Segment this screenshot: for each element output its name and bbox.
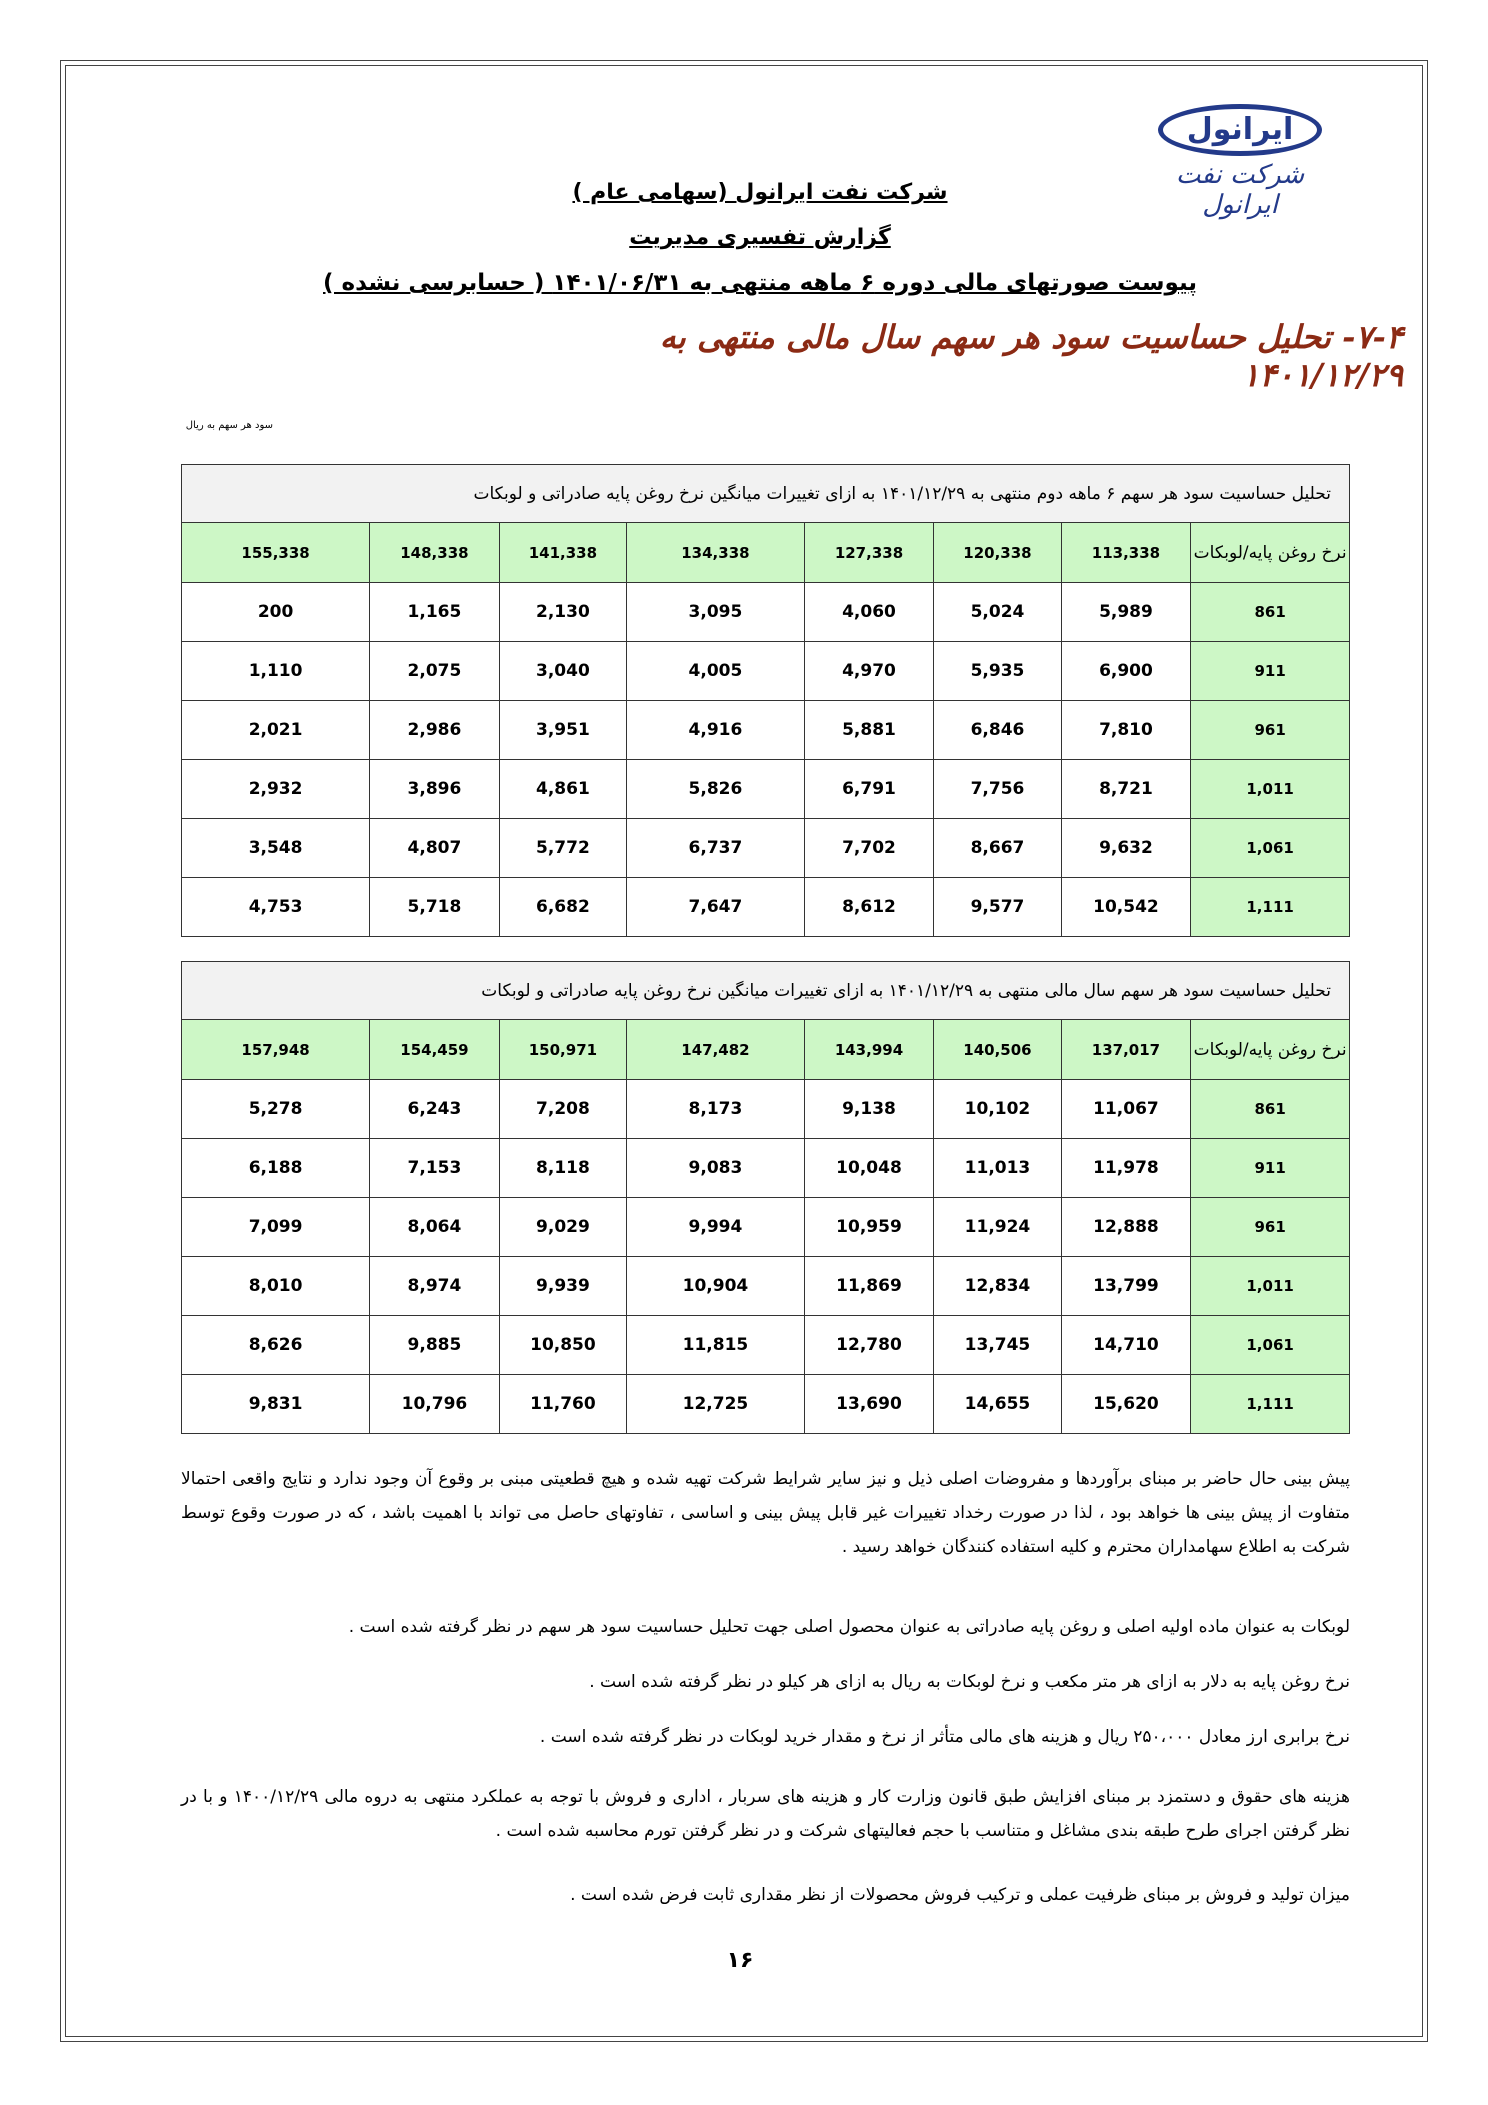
row-header: 1,111	[1191, 878, 1350, 937]
table-cell: 8,064	[370, 1198, 500, 1257]
table-cell: 9,138	[804, 1080, 934, 1139]
table-cell: 11,924	[934, 1198, 1061, 1257]
row-header: 1,011	[1191, 1257, 1350, 1316]
table-cell: 8,010	[182, 1257, 370, 1316]
table-row	[182, 760, 1350, 819]
table-cell: 6,243	[370, 1080, 500, 1139]
table-cell: 7,702	[804, 819, 934, 878]
column-header: 141,338	[499, 523, 626, 583]
table-cell: 5,989	[1061, 583, 1191, 642]
table-cell: 10,796	[370, 1375, 500, 1434]
table-cell: 12,780	[804, 1316, 934, 1375]
assumption-paragraph-3: نرخ روغن پایه به دلار به ازای هر متر مکعب و نرخ لوبکات به ریال به ازای هر کیلو در نظر گرفته شده است .	[589, 1672, 1350, 1692]
table-cell: 9,831	[182, 1375, 370, 1434]
table-cell: 7,099	[182, 1198, 370, 1257]
row-header: 861	[1191, 583, 1350, 642]
logo-subtitle: شرکت نفت ایرانول	[1175, 160, 1305, 220]
table2-body	[182, 962, 1350, 1434]
table-corner-label: نرخ روغن پایه/لوبکات	[1191, 1020, 1350, 1080]
table-cell: 11,869	[804, 1257, 934, 1316]
table-cell: 8,626	[182, 1316, 370, 1375]
table-cell: 15,620	[1061, 1375, 1191, 1434]
table-cell: 5,826	[627, 760, 805, 819]
section-title: ۷-۴- تحلیل حساسیت سود هر سهم سال مالی منتهی به ۱۴۰۱/۱۲/۲۹	[659, 318, 1403, 394]
table-cell: 8,721	[1061, 760, 1191, 819]
table-header-row	[182, 523, 1350, 583]
table-cell: 8,612	[804, 878, 934, 937]
table-cell: 4,916	[627, 701, 805, 760]
table-cell: 12,834	[934, 1257, 1061, 1316]
table-cell: 4,970	[804, 642, 934, 701]
column-header: 127,338	[804, 523, 934, 583]
table-row	[182, 1139, 1350, 1198]
table-cell: 9,939	[499, 1257, 626, 1316]
table-cell: 11,815	[627, 1316, 805, 1375]
table-cell: 6,791	[804, 760, 934, 819]
table-cell: 5,278	[182, 1080, 370, 1139]
row-header: 961	[1191, 701, 1350, 760]
table-row	[182, 642, 1350, 701]
table-cell: 5,718	[370, 878, 500, 937]
column-header: 134,338	[627, 523, 805, 583]
table-cell: 5,881	[804, 701, 934, 760]
column-header: 113,338	[1061, 523, 1191, 583]
row-header: 911	[1191, 642, 1350, 701]
column-header: 143,994	[804, 1020, 934, 1080]
sensitivity-table-h2	[181, 464, 1350, 937]
table-cell: 10,048	[804, 1139, 934, 1198]
assumption-paragraph-1: پیش بینی حال حاضر بر مبنای برآوردها و مفروضات اصلی ذیل و نیز سایر شرایط شرکت تهیه شده و هیچ قطعیتی مبنی بر وقوع آن وجود ندارد و نتایج واقعی احتمالا متفاوت از پیش بینی ها خواهد بود ، لذا در صورت رخداد تغییرات غیر قابل پیش بینی و اساسی ، تفاوتهای حاصل می تواند با اهمیت باشد ، که در صورت وقوع توسط شرکت به اطلاع سهامداران محترم و کلیه استفاده کنندگان خواهد رسید .	[181, 1469, 1350, 1557]
logo-mark: ایرانول	[1186, 112, 1294, 147]
table-cell: 13,799	[1061, 1257, 1191, 1316]
table-cell: 6,188	[182, 1139, 370, 1198]
report-title: گزارش تفسیری مدیریت	[629, 225, 891, 250]
table-row	[182, 878, 1350, 937]
column-header: 120,338	[934, 523, 1061, 583]
table-corner-label: نرخ روغن پایه/لوبکات	[1191, 523, 1350, 583]
table-cell: 11,067	[1061, 1080, 1191, 1139]
table-row	[182, 583, 1350, 642]
column-header: 148,338	[370, 523, 500, 583]
table-header-row	[182, 1020, 1350, 1080]
sensitivity-table-year	[181, 961, 1350, 1434]
unit-note: سود هر سهم به ریال	[185, 420, 273, 431]
table-cell: 9,083	[627, 1139, 805, 1198]
table-cell: 9,029	[499, 1198, 626, 1257]
table-cell: 4,807	[370, 819, 500, 878]
row-header: 1,111	[1191, 1375, 1350, 1434]
table1-body	[182, 465, 1350, 937]
table-row	[182, 1257, 1350, 1316]
page-number: ۱۶	[726, 1948, 754, 1973]
table-cell: 7,647	[627, 878, 805, 937]
table-cell: 2,932	[182, 760, 370, 819]
table-cell: 9,577	[934, 878, 1061, 937]
table-cell: 7,810	[1061, 701, 1191, 760]
row-header: 911	[1191, 1139, 1350, 1198]
table-cell: 10,904	[627, 1257, 805, 1316]
table-row	[182, 1080, 1350, 1139]
column-header: 155,338	[182, 523, 370, 583]
table-row	[182, 1198, 1350, 1257]
row-header: 1,011	[1191, 760, 1350, 819]
table-row	[182, 701, 1350, 760]
table-cell: 5,935	[934, 642, 1061, 701]
column-header: 140,506	[934, 1020, 1061, 1080]
column-header: 157,948	[182, 1020, 370, 1080]
assumption-paragraph-5: هزینه های حقوق و دستمزد بر مبنای افزایش طبق قانون وزارت کار و هزینه های سربار ، اداری و فروش با توجه به عملکرد منتهی به دروه مالی ۱۴۰۰/۱۲/۲۹ و با در نظر گرفتن اجرای طرح طبقه بندی مشاغل و متناسب با حجم فعالیتهای شرکت و در نظر گرفتن تورم محاسبه شده است .	[181, 1787, 1350, 1841]
table-cell: 2,130	[499, 583, 626, 642]
table-cell: 7,153	[370, 1139, 500, 1198]
table-caption: تحلیل حساسیت سود هر سهم ۶ ماهه دوم منتهی به ۱۴۰۱/۱۲/۲۹ به ازای تغییرات میانگین نرخ روغن پایه صادراتی و لوبکات	[182, 465, 1350, 523]
table-cell: 1,110	[182, 642, 370, 701]
table-cell: 5,024	[934, 583, 1061, 642]
table-cell: 2,075	[370, 642, 500, 701]
row-header: 1,061	[1191, 819, 1350, 878]
table-cell: 3,040	[499, 642, 626, 701]
table-cell: 9,885	[370, 1316, 500, 1375]
assumption-paragraph-2: لوبکات به عنوان ماده اولیه اصلی و روغن پایه صادراتی به عنوان محصول اصلی جهت تحلیل حساسیت سود هر سهم در نظر گرفته شده است .	[348, 1617, 1350, 1637]
table-cell: 1,165	[370, 583, 500, 642]
assumption-paragraph-4: نرخ برابری ارز معادل ۲۵۰،۰۰۰ ریال و هزینه های مالی متأثر از نرخ و مقدار خرید لوبکات در نظر گرفته شده است .	[539, 1727, 1350, 1747]
assumption-paragraph-6: میزان تولید و فروش بر مبنای ظرفیت عملی و ترکیب فروش محصولات از نظر مقداری ثابت فرض شده است .	[570, 1885, 1350, 1905]
table-caption-row	[182, 962, 1350, 1020]
table-cell: 3,896	[370, 760, 500, 819]
table-cell: 6,900	[1061, 642, 1191, 701]
table-cell: 8,667	[934, 819, 1061, 878]
row-header: 1,061	[1191, 1316, 1350, 1375]
table-row	[182, 1375, 1350, 1434]
column-header: 137,017	[1061, 1020, 1191, 1080]
table-cell: 4,060	[804, 583, 934, 642]
table-cell: 6,682	[499, 878, 626, 937]
table-cell: 10,850	[499, 1316, 626, 1375]
table-cell: 2,986	[370, 701, 500, 760]
table-cell: 13,690	[804, 1375, 934, 1434]
table-cell: 2,021	[182, 701, 370, 760]
table-caption-row	[182, 465, 1350, 523]
table-cell: 8,974	[370, 1257, 500, 1316]
table-cell: 12,725	[627, 1375, 805, 1434]
row-header: 961	[1191, 1198, 1350, 1257]
table-row	[182, 1316, 1350, 1375]
table-cell: 11,760	[499, 1375, 626, 1434]
table-cell: 9,994	[627, 1198, 805, 1257]
table-cell: 10,542	[1061, 878, 1191, 937]
row-header: 861	[1191, 1080, 1350, 1139]
table-cell: 8,173	[627, 1080, 805, 1139]
table-cell: 3,548	[182, 819, 370, 878]
table-cell: 7,208	[499, 1080, 626, 1139]
period-title: پیوست صورتهای مالی دوره ۶ ماهه منتهی به ۱۴۰۱/۰۶/۳۱ ( حسابرسی نشده )	[323, 270, 1197, 296]
table-cell: 200	[182, 583, 370, 642]
table-cell: 14,655	[934, 1375, 1061, 1434]
table-cell: 12,888	[1061, 1198, 1191, 1257]
table-cell: 6,737	[627, 819, 805, 878]
table-cell: 4,861	[499, 760, 626, 819]
table-cell: 14,710	[1061, 1316, 1191, 1375]
column-header: 147,482	[627, 1020, 805, 1080]
table-caption: تحلیل حساسیت سود هر سهم سال مالی منتهی به ۱۴۰۱/۱۲/۲۹ به ازای تغییرات میانگین نرخ روغن پایه صادراتی و لوبکات	[182, 962, 1350, 1020]
table-cell: 10,959	[804, 1198, 934, 1257]
table-cell: 8,118	[499, 1139, 626, 1198]
column-header: 154,459	[370, 1020, 500, 1080]
table-cell: 4,005	[627, 642, 805, 701]
company-title: شرکت نفت ایرانول (سهامی عام )	[572, 180, 948, 205]
table-cell: 11,978	[1061, 1139, 1191, 1198]
table-cell: 11,013	[934, 1139, 1061, 1198]
table-cell: 13,745	[934, 1316, 1061, 1375]
table-cell: 3,951	[499, 701, 626, 760]
table-cell: 10,102	[934, 1080, 1061, 1139]
table-cell: 5,772	[499, 819, 626, 878]
table-row	[182, 819, 1350, 878]
table-cell: 9,632	[1061, 819, 1191, 878]
table-cell: 3,095	[627, 583, 805, 642]
table-cell: 6,846	[934, 701, 1061, 760]
column-header: 150,971	[499, 1020, 626, 1080]
table-cell: 4,753	[182, 878, 370, 937]
table-cell: 7,756	[934, 760, 1061, 819]
